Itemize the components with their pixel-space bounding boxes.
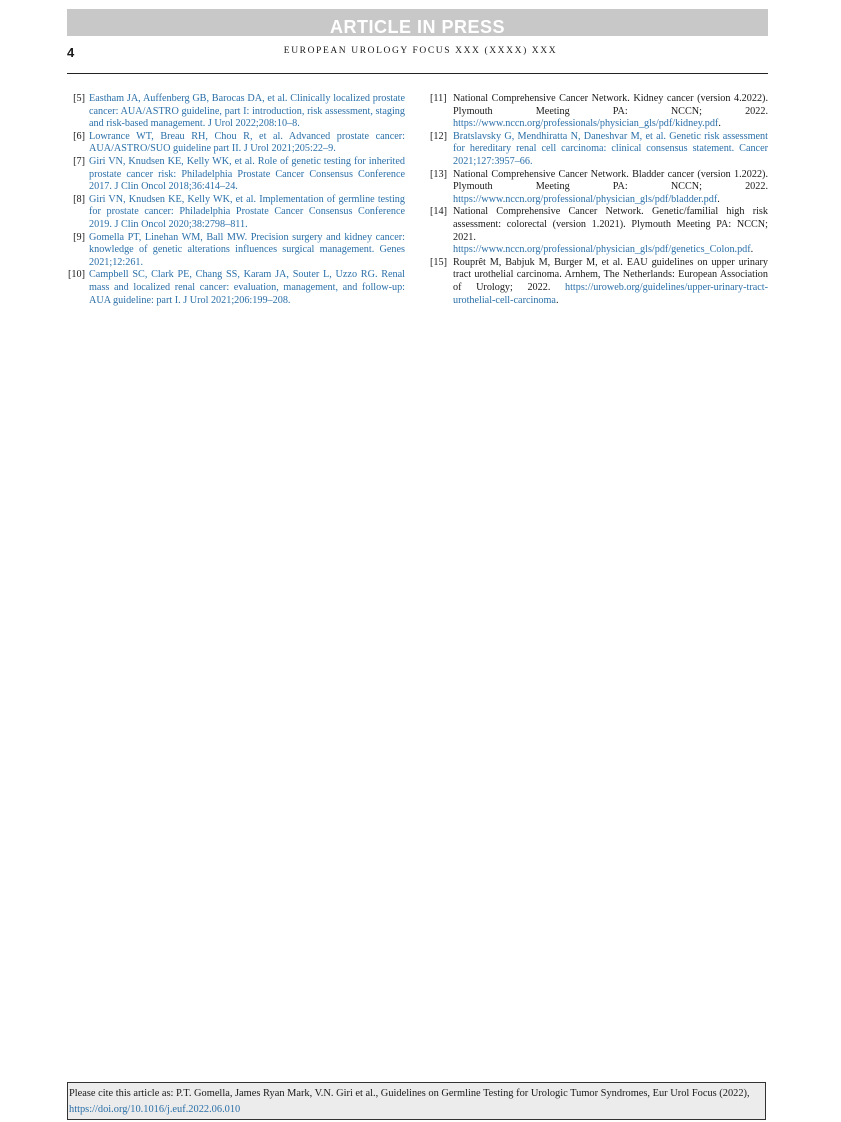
- reference-text: National Comprehensive Cancer Network. Bladder cancer (version 1.2022). Plymouth Meeting PA: NCCN; 2022.: [453, 168, 768, 193]
- reference-number: [13]: [430, 168, 447, 180]
- reference-text[interactable]: Campbell SC, Clark PE, Chang SS, Karam JA, Souter L, Uzzo RG. Renal mass and localized renal cancer: evaluation, management, and follow-up: AUA guideline: part I. J Urol 2021;206:199–208.: [89, 269, 405, 306]
- header-rule: [67, 73, 768, 74]
- reference-text: National Comprehensive Cancer Network. Kidney cancer (version 4.2022). Plymouth Meeting PA: NCCN; 2022.: [453, 93, 768, 117]
- reference-number: [12]: [430, 130, 447, 142]
- reference-text: Rouprêt M, Babjuk M, Burger M, et al. EAU guidelines on upper urinary tract urothelial carcinoma. Arnhem, The Netherlands: European Association of Urology; 2022.: [453, 256, 768, 293]
- reference-text: National Comprehensive Cancer Network. Genetic/familial high risk assessment: colorectal (version 1.2021). Plymouth Meeting PA: NCCN; 2021.: [453, 206, 768, 243]
- citation-doi-link[interactable]: https://doi.org/10.1016/j.euf.2022.06.010: [69, 1104, 241, 1115]
- references-left-column: [67, 93, 405, 307]
- reference-tail: .: [718, 118, 721, 130]
- reference-item[interactable]: [430, 131, 768, 169]
- reference-number: [7]: [73, 155, 85, 167]
- reference-number: [14]: [430, 206, 447, 218]
- reference-number: [9]: [73, 231, 85, 243]
- reference-number: [6]: [73, 130, 85, 142]
- reference-item: [430, 169, 768, 207]
- reference-item: [430, 206, 768, 256]
- reference-item[interactable]: [67, 269, 405, 307]
- reference-item: [430, 93, 768, 131]
- reference-text[interactable]: Lowrance WT, Breau RH, Chou R, et al. Advanced prostate cancer: AUA/ASTRO/SUO guideline part II. J Urol 2021;205:22–9.: [89, 130, 405, 155]
- reference-tail: .: [717, 193, 720, 205]
- reference-number: [15]: [430, 256, 447, 268]
- reference-item[interactable]: [67, 156, 405, 194]
- reference-item[interactable]: [67, 194, 405, 232]
- article-in-press-banner: ARTICLE IN PRESS: [67, 9, 768, 36]
- reference-number: [5]: [73, 93, 85, 104]
- reference-text[interactable]: Giri VN, Knudsen KE, Kelly WK, et al. Role of genetic testing for inherited prostate cancer risk: Philadelphia Prostate Cancer Consensus Conference 2017. J Clin Oncol 2018;36:414–24.: [89, 155, 405, 193]
- reference-item[interactable]: [67, 131, 405, 156]
- reference-text[interactable]: Eastham JA, Auffenberg GB, Barocas DA, et al. Clinically localized prostate cancer: AUA/ASTRO guideline, part I: introduction, risk assessment, staging and risk-based management. J Urol 2022;208:10–8.: [89, 93, 405, 130]
- reference-url-link[interactable]: https://www.nccn.org/professional/physician_gls/pdf/genetics_Colon.pdf: [453, 244, 751, 256]
- reference-url-link[interactable]: https://uroweb.org/guidelines/upper-urinary-tract-urothelial-cell-carcinoma: [453, 281, 768, 306]
- reference-text[interactable]: Giri VN, Knudsen KE, Kelly WK, et al. Implementation of germline testing for prostate cancer: Philadelphia Prostate Cancer Consensus Conference 2019. J Clin Oncol 2020;38:2798–811.: [89, 193, 405, 230]
- journal-header: EUROPEAN UROLOGY FOCUS XXX (XXXX) XXX: [283, 46, 558, 56]
- reference-text[interactable]: Gomella PT, Linehan WM, Ball MW. Precision surgery and kidney cancer: knowledge of genetic alterations influences surgical management. Genes 2021;12:261.: [89, 231, 405, 268]
- reference-url-link[interactable]: https://www.nccn.org/professionals/physician_gls/pdf/kidney.pdf: [453, 118, 719, 130]
- references-right-column: [430, 93, 768, 307]
- page-number: 4: [67, 45, 75, 60]
- reference-text[interactable]: Bratslavsky G, Mendhiratta N, Daneshvar M, et al. Genetic risk assessment for hereditary renal cell carcinoma: clinical consensus statement. Cancer 2021;127:3957–66.: [453, 130, 768, 167]
- citation-text: Please cite this article as: P.T. Gomella, James Ryan Mark, V.N. Giri et al., Guidelines on Germline Testing for Urologic Tumor Syndromes, Eur Urol Focus (2022),: [69, 1088, 750, 1099]
- reference-tail: .: [555, 294, 559, 306]
- reference-number: [10]: [68, 269, 85, 281]
- reference-number: [8]: [73, 193, 85, 205]
- citation-box: [67, 1082, 766, 1120]
- reference-number: [11]: [430, 93, 447, 104]
- reference-item: [430, 257, 768, 307]
- reference-tail: .: [750, 244, 754, 256]
- reference-item[interactable]: [67, 232, 405, 270]
- reference-item[interactable]: [67, 93, 405, 131]
- reference-url-link[interactable]: https://www.nccn.org/professional/physician_gls/pdf/bladder.pdf: [453, 193, 718, 205]
